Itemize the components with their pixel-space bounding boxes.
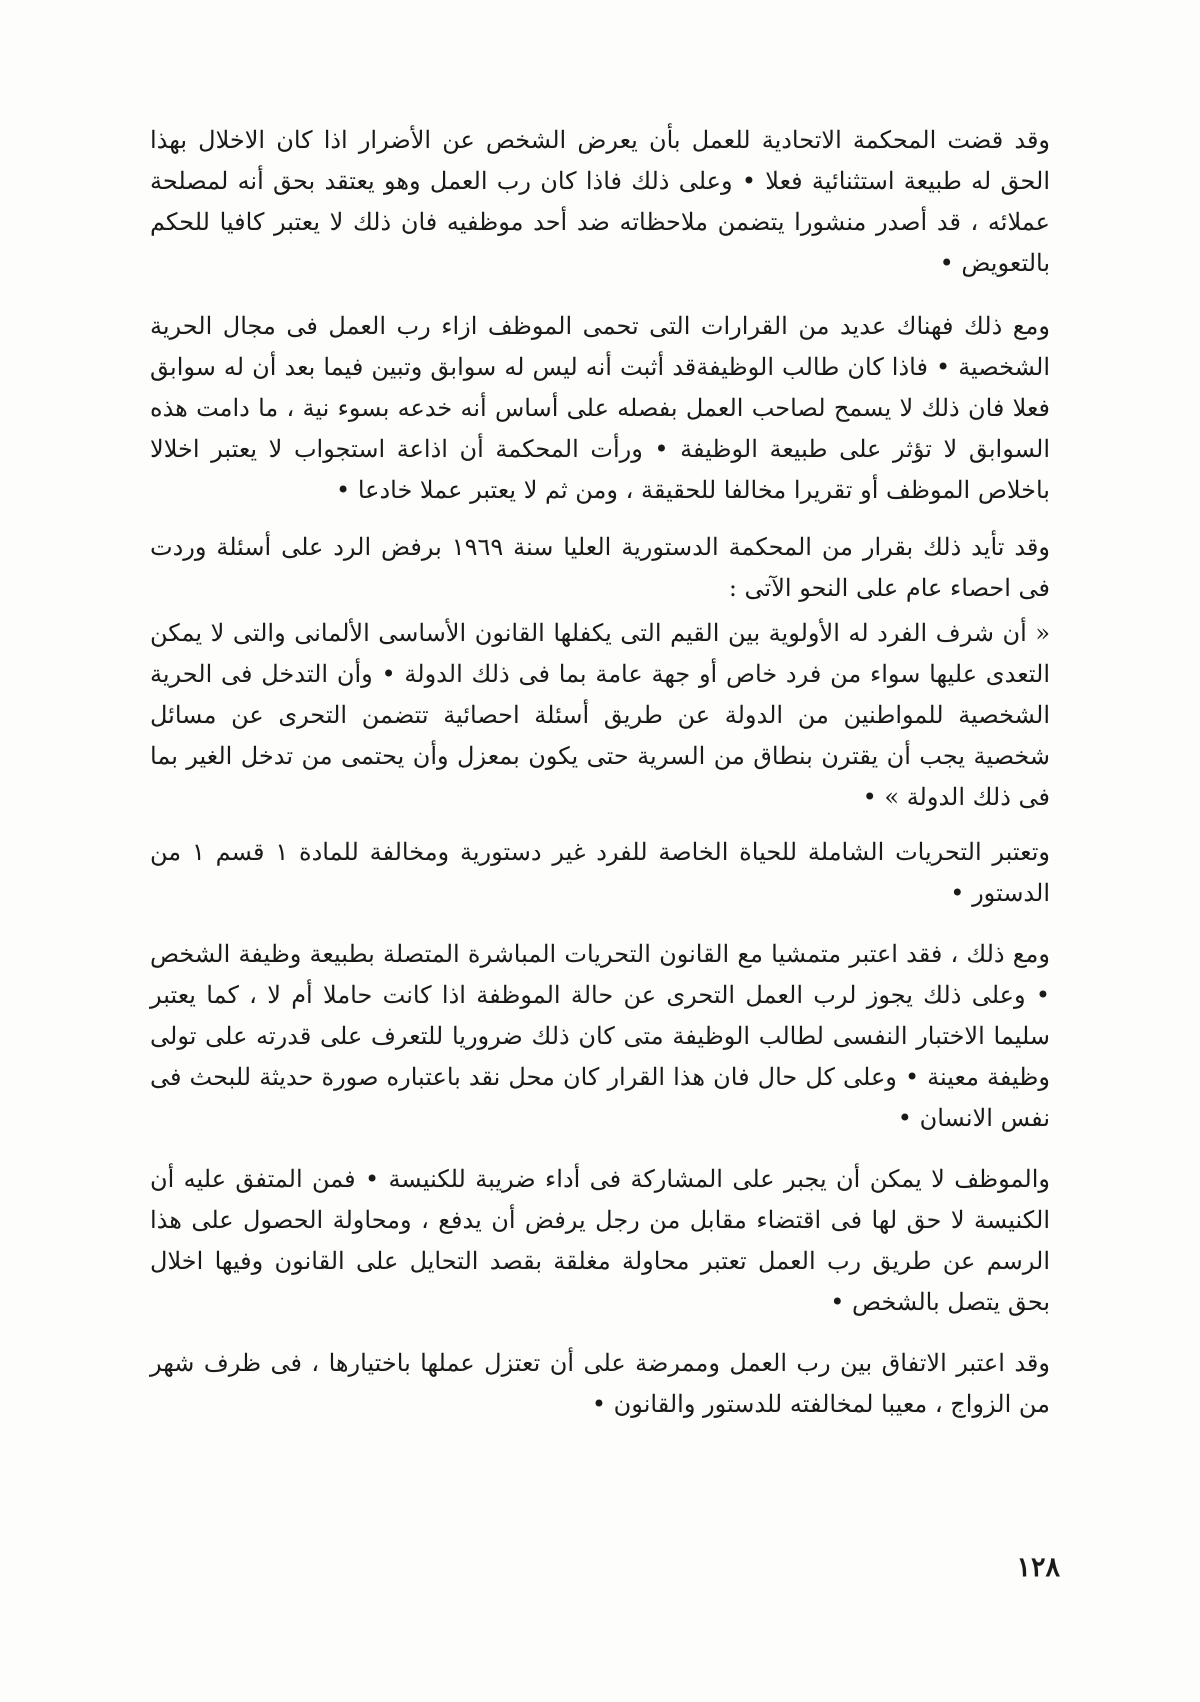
paragraph-2: ومع ذلك فهناك عديد من القرارات التى تحمى الموظف ازاء رب العمل فى مجال الحرية الشخصية • فاذا كان طالب الوظيفةقد أثبت أنه ليس له سوابق وتبين فيما بعد أن له سوابق فعلا فان ذلك لا يسمح لصاحب العمل بفصله على أساس أنه خدعه بسوء نية ، ما دامت هذه السوابق لا تؤثر على طبيعة الوظيفة • ورأت المحكمة أن اذاعة استجواب لا يعتبر اخلالا باخلاص الموظف أو تقريرا مخالفا للحقيقة ، ومن ثم لا يعتبر عملا خادعا • (150, 312, 1050, 504)
paragraph-6: ومع ذلك ، فقد اعتبر متمشيا مع القانون التحريات المباشرة المتصلة بطبيعة وظيفة الشخص • وعلى ذلك يجوز لرب العمل التحرى عن حالة الموظفة اذا كانت حاملا أم لا ، كما يعتبر سليما الاختبار النفسى لطالب الوظيفة متى كان ذلك ضروريا للتعرف على قدرته على تولى وظيفة معينة • وعلى كل حال فان هذا القرار كان محل نقد باعتباره صورة حديثة للبحث فى نفس الانسان • (150, 940, 1050, 1132)
paragraph-5: وتعتبر التحريات الشاملة للحياة الخاصة للفرد غير دستورية ومخالفة للمادة ١ قسم ١ من الدستور • (150, 838, 1050, 907)
paragraph-8: وقد اعتبر الاتفاق بين رب العمل وممرضة على أن تعتزل عملها باختيارها ، فى ظرف شهر من الزواج ، معيبا لمخالفته للدستور والقانون • (150, 1349, 1050, 1418)
paragraph-4-quote: « أن شرف الفرد له الأولوية بين القيم التى يكفلها القانون الأساسى الألمانى والتى لا يمكن التعدى عليها سواء من فرد خاص أو جهة عامة بما فى ذلك الدولة • وأن التدخل فى الحرية الشخصية للمواطنين من الدولة عن طريق أسئلة احصائية تتضمن التحرى عن مسائل شخصية يجب أن يقترن بنطاق من السرية حتى يكون بمعزل وأن يحتمى من تدخل الغير بما فى ذلك الدولة » • (150, 619, 1050, 811)
page-number: ١٢٨ (1016, 1552, 1060, 1583)
body-text (150, 120, 1050, 1443)
paragraph-1: وقد قضت المحكمة الاتحادية للعمل بأن يعرض الشخص عن الأضرار اذا كان الاخلال بهذا الحق له طبيعة استثنائية فعلا • وعلى ذلك فاذا كان رب العمل وهو يعتقد بحق أنه لمصلحة عملائه ، قد أصدر منشورا يتضمن ملاحظاته ضد أحد موظفيه فان ذلك لا يعتبر كافيا للحكم بالتعويض • (150, 126, 1051, 277)
paragraph-3: وقد تأيد ذلك بقرار من المحكمة الدستورية العليا سنة ١٩٦٩ برفض الرد على أسئلة وردت فى احصاء عام على النحو الآتى : (150, 533, 1050, 602)
paragraph-7: والموظف لا يمكن أن يجبر على المشاركة فى أداء ضريبة للكنيسة • فمن المتفق عليه أن الكنيسة لا حق لها فى اقتضاء مقابل من رجل يرفض أن يدفع ، ومحاولة الحصول على هذا الرسم عن طريق رب العمل تعتبر محاولة مغلقة بقصد التحايل على القانون وفيها اخلال بحق يتصل بالشخص • (150, 1165, 1050, 1316)
